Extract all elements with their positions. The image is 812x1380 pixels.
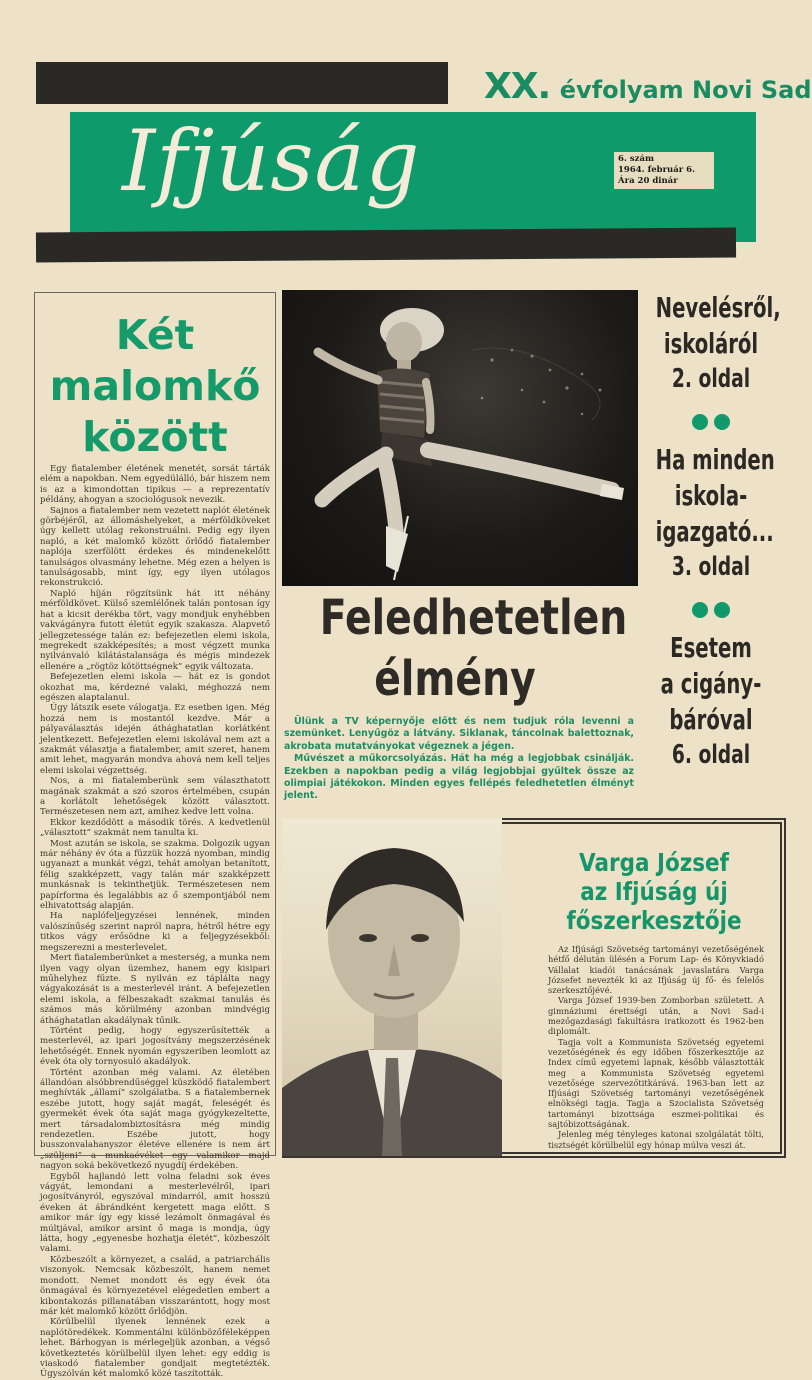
paragraph: Most azután se iskola, se szakma. Dolgozik ugyan már néhány év óta a füzzük hozzá nyomban, mindig ugyanazt a munkát végzi, tehát amolyan betanított, félig szakképzett, vagy talán már szakképzett munkásnak is tekinthetjük. Természetesen nem papírforma és legalábbis az ő szempontjából nem elhivatottság alapján. xyxy=(40,838,270,912)
paragraph: Közbeszólt a környezet, a család, a patriarchális viszonyok. Nemcsak közbeszólt, hanem nemet mondott. Nemet mondott és egy évek óta önmagával és környezetével elégedetlen embert a kibontakozás pillanatában visszarántott, hogy most már két malomkő között őrlődjön. xyxy=(40,1254,270,1317)
paragraph: Mert fiatalemberünket a mesterség, a munka nem ilyen vagy olyan üzemhez, hanem egy kisipari műhelyhez fűzte. S nyilván ez táplálta nagy vágyakozását is a mesterlevél iránt. A befejezetlen elemi iskola, a félbeszakadt szakmai tanulás és számos más körülmény azonban mindvégig áthághatatlan akadálynak tűnik. xyxy=(40,953,270,1026)
dot-icon xyxy=(692,414,708,430)
teaser-title: Esetem xyxy=(670,631,752,664)
paragraph: Művészet a műkorcsolyázás. Hát ha még a legjobbak csinálják. Ezekben a napokban pedig a világ legjobbjai gyűltek össze az olimpiai játékokon. Minden egyes fellépés feledhetetlen élményt jelent. xyxy=(284,753,634,802)
bullet-dots xyxy=(640,402,782,442)
masthead-lower-bar xyxy=(36,228,736,263)
volume-line xyxy=(484,66,812,107)
left-article-title xyxy=(36,310,274,463)
paragraph: Tagja volt a Kommunista Szövetség egyetemi vezetőségének és egy időben főszerkesztője az Index című egyetemi lapnak, később választották meg a Kommunista Szövetség egyetemi vezetősége szervezőtitkárává. 1963-ban lett az Ifjúsági Szövetség tartományi vezetőségének elnökségi tagja. Tagja a Szocialista Szövetség tartományi bizottsága eszmei-politikai és sajtóbizottságának. xyxy=(548,1036,764,1130)
paragraph: Ülünk a TV képernyője előtt és nem tudjuk róla levenni a szemünket. Lenyűgöz a látvány. Siklanak, táncolnak balettoznak, akrobata mutatványokat végeznek a jégen. xyxy=(284,716,634,752)
title-line: az Ifjúság új xyxy=(580,877,728,906)
paragraph: Egy fiatalember életének menetét, sorsát tárták elém a napokban. Nem egyedülálló, bár hiszem nem is az a kimondottan tipikus — a reprezentatív példány, ahogyan a szociológusok nevezik. xyxy=(40,464,270,506)
figure-skater-illustration xyxy=(282,290,638,586)
announcement-body xyxy=(548,944,764,1154)
paragraph: Úgy látszik esete válogatja. Ez esetben igen. Még hozzá nem is mostantól kezdve. Már a pályaválasztás idején áthághatatlan korlátként jelentkezett. Befejezetlen elemi iskolával nem azt a szakmát választja a fiatalember, amit szeret, hanem amit lehet, magyarán mondva ahová nem kell teljes elemi iskolai végzettség. xyxy=(40,703,270,776)
left-article-body xyxy=(40,464,270,1380)
paragraph: Történt azonban még valami. Az életében állandóan alsóbbrendűséggel küszködő fiatalembert meghívták „államí” szolgálatba. S a fiatalembernek eszébe jutott, hogy saját magát, feleségét és gyermekét évek óta saját maga gyógykezeltette, mert társadalombiztosításra még mindig rendezetlen. Eszébe jutott, hogy busszonvalahanyszor életéve ellenére is nem árt „szüljeni” a munkaévéket egy valamikor majd nagyon soká bekövetkező nyugdíj érdekében. xyxy=(40,1067,270,1172)
paragraph: Nos, a mi fiatalemberünk sem választhatott magának szakmát a szó szoros értelmében, csupán a korlátolt lehetőségek között választott. Természetesen nem azt, amihez kedve lett volna. xyxy=(40,776,270,818)
dot-icon xyxy=(714,414,730,430)
teaser-title: iskoláról xyxy=(663,327,759,360)
title-line: Varga József xyxy=(579,848,729,877)
masthead-black-bar xyxy=(36,62,448,104)
paragraph: Ha naplófeljegyzései lennének, minden valószínűség szerint napról napra, hétről hétre egy titkos vágy erősödne ki a feljegyzésekből: megszerezni a mesterlevelet. xyxy=(40,911,270,953)
paragraph: Jelenleg még tényleges katonai szolgálatát tölti, tisztségét körülbelül egy hónap múlva veszi át. xyxy=(548,1129,764,1150)
announcement-title xyxy=(546,848,762,935)
paragraph: Sajnos a fiatalember nem vezetett naplót életének görbéjéről, az állomáshelyeket, a mérföldköveket úgy kellett utólag rekonstruálni. Pedig egy ilyen napló, a két malomkő között őrlődő fiatalember naplója szerfölött érdekes és mindenekelőtt tanulságos olvasmány lehetne. Még ezen a helyen is tanulságosabb, mint így, egy ilyen utólagos rekonstrukció. xyxy=(40,505,270,589)
newspaper-logo: Ifjúság xyxy=(122,112,421,210)
volume-number: XX. xyxy=(484,66,551,107)
paragraph: Ekkor kezdődött a második törés. A kedvetlenül „választott” szakmát nem tanulta ki. xyxy=(40,817,270,839)
issue-date: 1964. február 6. xyxy=(618,165,696,175)
dot-icon xyxy=(714,602,730,618)
contents-column xyxy=(640,290,782,778)
title-line: főszerkesztője xyxy=(566,906,742,935)
title-line: malomkő xyxy=(49,362,261,410)
feature-title xyxy=(290,588,628,710)
feature-title-line2: élmény xyxy=(374,651,536,707)
teaser-page: 6. oldal xyxy=(671,740,751,770)
teaser-page: 3. oldal xyxy=(671,552,751,582)
issue-price: Ára 20 dinár xyxy=(618,176,678,186)
paragraph: Egyből hajlandó lett volna feladni sok éves vágyát, lemondani a mesterlevélről, ipari jogosítványról, egyszóval mindarról, amit hosszú éveken át ábrándként kergetett maga előtt. S amikor már így egy kissé lezámolt önmagával és múltjával, amikor arsint ő maga is mondja, úgy látta, hogy „egyenesbe hozhatja életét”, közbeszólt valami. xyxy=(40,1171,270,1255)
issue-number: 6. szám xyxy=(618,154,654,164)
feature-text xyxy=(284,716,634,803)
issue-info xyxy=(614,152,714,189)
teaser-title: báróval xyxy=(669,703,753,736)
paragraph: Varga József 1939-ben Zomborban született. A gimnáziumi érettségi után, a Novi Sad-i mezőgazdasági fakultásra iratkozott és 1962-ben diplomált. xyxy=(548,995,764,1037)
bullet-dots xyxy=(640,590,782,630)
title-line: Két xyxy=(115,311,195,359)
teaser-title: iskola- xyxy=(674,479,748,512)
teaser-title: Nevelésről, xyxy=(655,291,781,324)
paragraph: Körülbelül ilyenek lennének ezek a naplótöredékek. Kommentálni különbözőféleképpen lehet. Bárhogyan is mérlegeljük azonban, a végső következtetés körülbelül ilyen lehet: egy eddig is viaskodó fiatalember gondjait megtetézték. Úgyszólván két malomkő közé taszították. xyxy=(40,1317,270,1380)
teaser-title: igazgató... xyxy=(655,515,774,548)
portrait-illustration xyxy=(282,818,502,1156)
dot-icon xyxy=(692,602,708,618)
volume-city: évfolyam Novi Sad xyxy=(559,76,812,104)
paragraph: Az Ifjúsági Szövetség tartományi vezetőségének hétfő délután ülésén a Forum Lap- és Könyvkiadó Vállalat kiadói tanácsának javaslatára Varga Józsefet nevezték ki az Ifjúság új fő- és felelős szerkesztőjévé. xyxy=(548,944,764,996)
editor-portrait xyxy=(282,818,502,1156)
paragraph: Napló híján rögzítsünk hát itt néhány mérföldkövet. Külső szemlélőnek talán pontosan így hat a kicsit derékba tört, vagy mondjuk enyhébben vakvágányra futott életút egyik szakasza. Alapvető jellegzetessége talán ez: befejezetlen elemi iskola, megrekedt szakképesítés; a most végzett munka nyilvánvaló kilátástalansága és mégis mindezek ellenére a „rögtöz kötöttségnek” egyik változata. xyxy=(40,588,270,672)
title-line: között xyxy=(82,413,228,461)
figure-skater-photo xyxy=(282,290,638,586)
teaser-title: Ha minden xyxy=(655,443,775,476)
teaser-title: a cigány- xyxy=(660,667,762,700)
paragraph: Befejezetlen elemi iskola — hát ez is gondot okozhat ma, kérdezné valaki, méghozzá nem egészen alaptalanul. xyxy=(40,672,270,703)
feature-title-line1: Feledhetetlen xyxy=(319,590,628,646)
paragraph: Történt pedig, hogy egyszerűsítették a mesterlevél, az ipari jogosítvány megszerzésének lehetőségét. Ennek nyomán egyszeriben leomlott az évek óta oly tornyosuló akadályok. xyxy=(40,1025,270,1068)
teaser-page: 2. oldal xyxy=(671,364,751,394)
